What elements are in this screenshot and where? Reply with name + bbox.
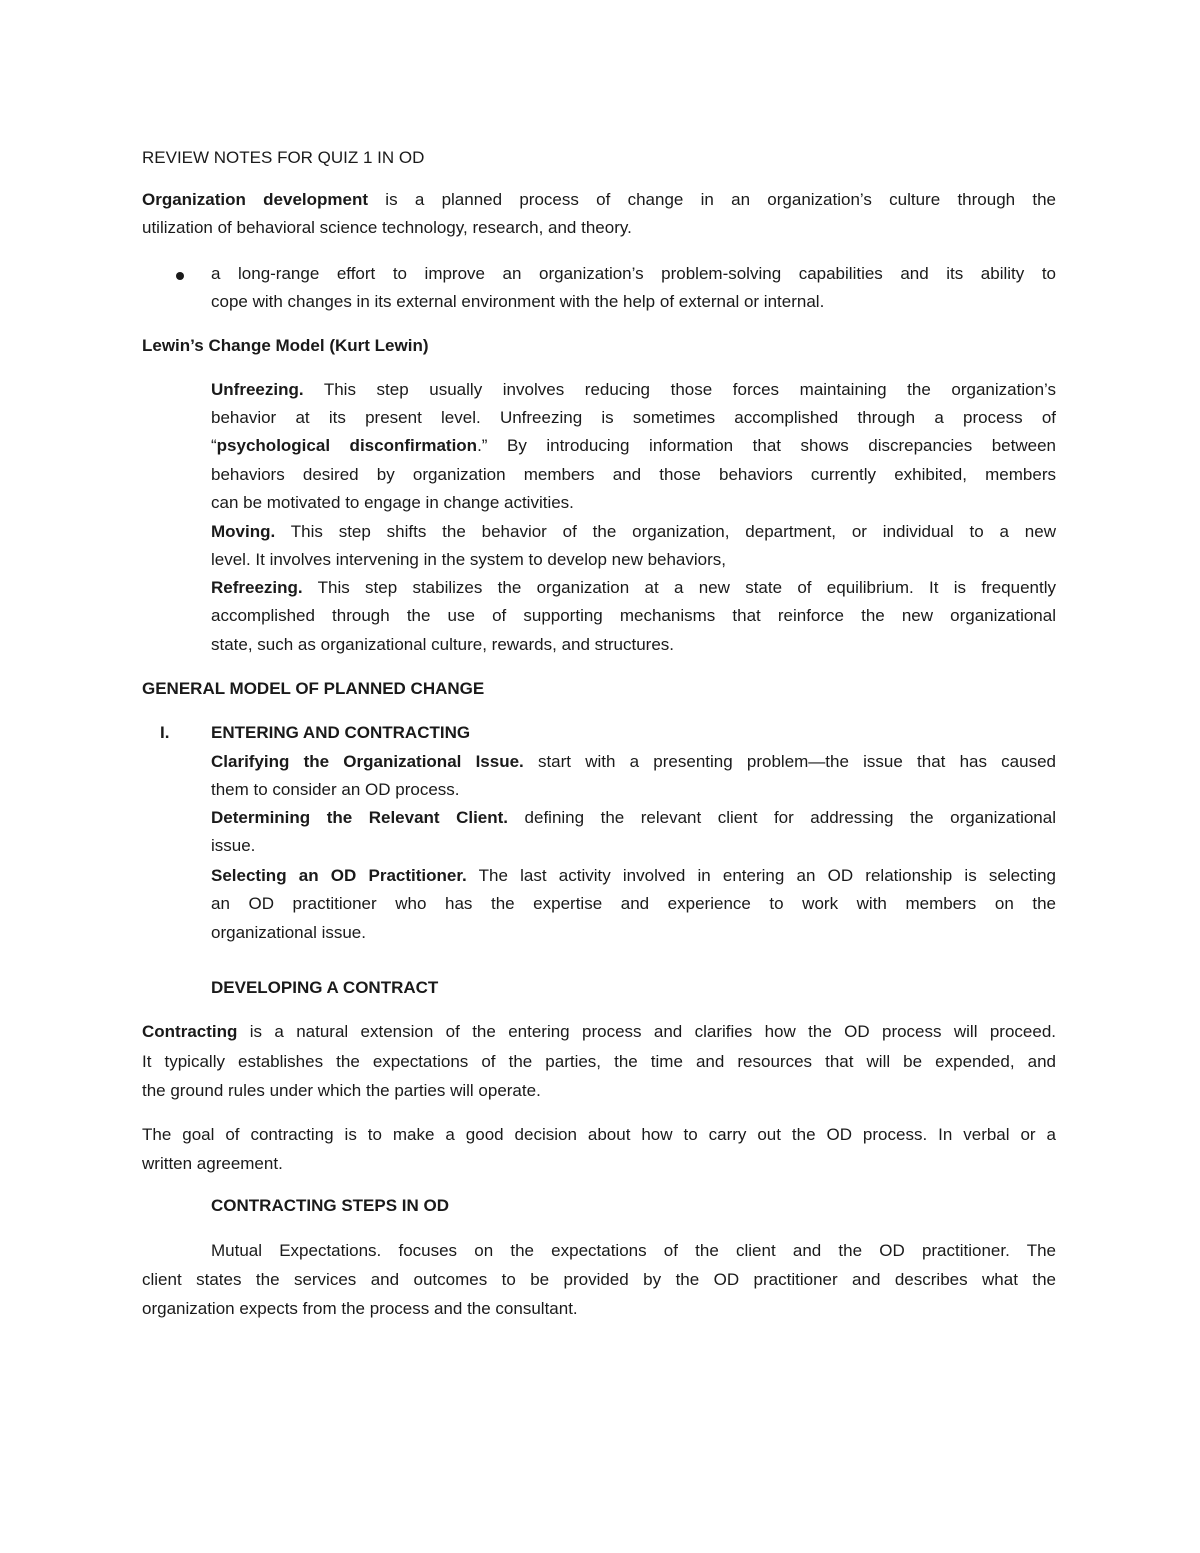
lewin-heading: Lewin’s Change Model (Kurt Lewin) — [142, 336, 429, 355]
determining-text: defining the relevant client for addressing the organizational — [508, 808, 1056, 827]
unfreezing-line-3 — [211, 436, 1056, 456]
unfreezing-line-3-text: .” By introducing information that shows discrepancies between — [477, 436, 1056, 455]
unfreezing-line-1 — [211, 380, 1056, 400]
steps-line-2: client states the services and outcomes to be provided by the OD practitioner and describes what the — [142, 1270, 1056, 1289]
moving-line-1 — [211, 522, 1056, 542]
unfreezing-term: Unfreezing. — [211, 380, 304, 399]
bullet-line-2: cope with changes in its external environment with the help of external or internal. — [211, 292, 825, 311]
unfreezing-line-4: behaviors desired by organization members and those behaviors currently exhibited, members — [211, 465, 1056, 484]
developing-contract-heading: DEVELOPING A CONTRACT — [211, 978, 439, 997]
clarifying-text: start with a presenting problem—the issue that has caused — [523, 752, 1056, 771]
refreezing-text: This step stabilizes the organization at a new state of equilibrium. It is frequently — [302, 578, 1056, 597]
general-model-heading: GENERAL MODEL OF PLANNED CHANGE — [142, 679, 485, 698]
clarifying-line-1 — [211, 752, 1056, 772]
bullet-icon — [176, 272, 184, 280]
contracting-steps-heading: CONTRACTING STEPS IN OD — [211, 1196, 450, 1215]
moving-term: Moving. — [211, 522, 276, 541]
refreezing-line-2: accomplished through the use of supporting mechanisms that reinforce the new organizational — [211, 606, 1056, 625]
unfreezing-line-5: can be motivated to engage in change activities. — [211, 493, 574, 512]
selecting-text: The last activity involved in entering an OD relationship is selecting — [466, 866, 1056, 885]
selecting-line-1 — [211, 866, 1056, 886]
selecting-line-3: organizational issue. — [211, 923, 366, 942]
refreezing-term: Refreezing. — [211, 578, 303, 597]
open-quote: “ — [211, 436, 217, 455]
contracting-text: is a natural extension of the entering process and clarifies how the OD process will proceed. — [237, 1022, 1056, 1041]
od-definition-line-1 — [142, 190, 1056, 210]
contracting-term: Contracting — [142, 1022, 238, 1041]
od-definition-line-2: utilization of behavioral science technology, research, and theory. — [142, 218, 632, 237]
bullet-line-1: a long-range effort to improve an organization’s problem-solving capabilities and its ability to — [211, 264, 1056, 283]
unfreezing-text: This step usually involves reducing those forces maintaining the organization’s — [303, 380, 1056, 399]
od-term: Organization development — [142, 190, 369, 209]
clarifying-line-2: them to consider an OD process. — [211, 780, 460, 799]
selecting-term: Selecting an OD Practitioner. — [211, 866, 467, 885]
steps-line-1: Mutual Expectations. focuses on the expectations of the client and the OD practitioner. The — [211, 1241, 1056, 1260]
od-definition-text: is a planned process of change in an organization’s culture through the — [368, 190, 1056, 209]
contracting-line-3: the ground rules under which the parties will operate. — [142, 1081, 541, 1100]
goal-line-1: The goal of contracting is to make a good decision about how to carry out the OD process. In verbal or a — [142, 1125, 1056, 1144]
section-title: ENTERING AND CONTRACTING — [211, 723, 471, 742]
moving-text: This step shifts the behavior of the organization, department, or individual to a new — [275, 522, 1056, 541]
refreezing-line-1 — [211, 578, 1056, 598]
clarifying-term: Clarifying the Organizational Issue. — [211, 752, 524, 771]
unfreezing-line-2: behavior at its present level. Unfreezing is sometimes accomplished through a process of — [211, 408, 1056, 427]
contracting-line-1 — [142, 1022, 1056, 1042]
goal-line-2: written agreement. — [142, 1154, 283, 1173]
selecting-line-2: an OD practitioner who has the expertise and experience to work with members on the — [211, 894, 1056, 913]
determining-line-2: issue. — [211, 836, 256, 855]
determining-line-1 — [211, 808, 1056, 828]
refreezing-line-3: state, such as organizational culture, rewards, and structures. — [211, 635, 675, 654]
document-title: REVIEW NOTES FOR QUIZ 1 IN OD — [142, 148, 425, 167]
psychological-disconfirmation-term: psychological disconfirmation — [216, 436, 478, 455]
section-number: I. — [160, 723, 170, 742]
steps-line-3: organization expects from the process and the consultant. — [142, 1299, 578, 1318]
determining-term: Determining the Relevant Client. — [211, 808, 509, 827]
contracting-line-2: It typically establishes the expectations of the parties, the time and resources that will be expended, and — [142, 1052, 1056, 1071]
moving-line-2: level. It involves intervening in the system to develop new behaviors, — [211, 550, 726, 569]
